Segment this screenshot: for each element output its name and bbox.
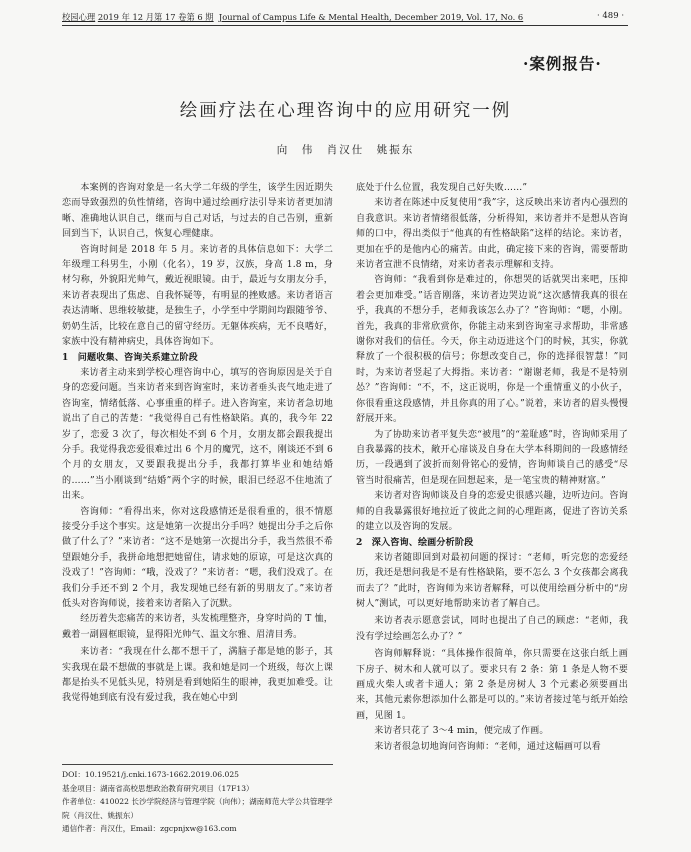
right-column — [356, 181, 628, 755]
section-heading: 2 深入咨询、绘画分析阶段 — [356, 537, 474, 549]
header-rule — [62, 25, 628, 26]
body-paragraph: 来访者主动来到学校心理咨询中心，填写的咨询原因是关于自身的恋爱问题。当来访者来到咨询室时，来访者垂头丧气地走进了咨询室，情绪低落、心事重重的样子。进入咨询室，来访者急切地说出了自己的苦楚：“我觉得自己有性格缺陷。真的，我今年 22 岁了，恋爱 3 次了，每次相处不到 6 个月，女朋友都会跟我提出分手。我觉得我恋爱很难过出 6 个月的魔咒，这不，刚谈还不到 6 个月的女朋友，又要跟我提出分手，我都打算毕业和她结婚的……”当小刚谈到“结婚”两个字的时候，眼泪已经忍不住地流了出来。 — [62, 367, 333, 502]
body-paragraph: 咨询师：“我看到你是难过的，你想哭的话就哭出来吧，压抑着会更加难受。”话音刚落，来访者边哭边说“这次感情我真的很在乎，我真的不想分手，老师我该怎么办了？”咨询师：“嗯，小刚。首先，我真的非常欣赏你，你能主动来到咨询室寻求帮助，非常感谢你对我们的信任。今天，你主动迈进这个门的时候，其实，你就释放了一个很积极的信号；你想改变自己，你的选择很智慧！”同时，为来访者竖起了大拇指。来访者：“谢谢老师，我是不是特别怂？”咨询师：“不，不，这正说明，你是一个重情重义的小伙子，你很看重这段感情，并且你真的用了心。”说着，来访者的眉头慢慢舒展开来。 — [356, 275, 628, 425]
body-paragraph: 经历着失恋痛苦的来访者，头发梳理整齐，身穿时尚的 T 恤，戴着一副圆框眼镜，显得阳光帅气、温文尔雅、眉清目秀。 — [62, 614, 333, 640]
body-paragraph-continued: 底处于什么位置，我发现自己好失败……” — [356, 183, 528, 193]
body-paragraph: 咨询师：“看得出来，你对这段感情还是很看重的，很不情愿接受分手这个事实。这是她第一次提出分手吗？她提出分手之后你做了什么了？”来访者：“这不是她第一次提出分手，我当然很不希望跟她分手，我拼命地想把她留住，请求她的原谅，可是这次真的没戏了！”咨询师：“哦，没戏了？”来访者：“嗯，我们没戏了。在我们分手还不到 2 个月，我发现她已经有新的男朋友了。”来访者低头对咨询师说，接着来访者陷入了沉默。 — [62, 506, 333, 609]
footnote-doi: DOI：10.19521/j.cnki.1673-1662.2019.06.025 — [62, 770, 239, 779]
section-label: ·案例报告· — [523, 54, 602, 73]
footnote — [62, 764, 333, 836]
footnote-fund: 基金项目：湖南省高校思想政治教育研究项目（17F13） — [62, 783, 254, 793]
body-paragraph: 为了协助来访者平复失恋“被甩”的“羞耻感”时，咨询师采用了自我暴露的技术，敞开心扉谈及自身在大学本科期间的一段感情经历，一段遇到了波折而刻骨铭心的爱情，咨询师谈自己的感受“尽管当时很痛苦，但是现在回想起来，是一笔宝贵的精神财富。” — [356, 429, 628, 486]
body-paragraph: 来访者表示愿意尝试，同时也提出了自己的顾虑：“老师，我没有学过绘画怎么办了？” — [356, 616, 628, 642]
article-authors: 向 伟 肖汉仕 姚振东 — [276, 144, 415, 156]
journal-name-cn: 校园心理 — [62, 12, 96, 22]
body-paragraph: 来访者：“我现在什么都不想干了，满脑子都是她的影子，其实我现在最不想做的事就是上课。我和她是同一个班级，每次上课都是抬头不见低头见，特别是看到她陌生的眼神，我更加难受。让我觉得她到底有没有爱过我，我在她心中到 — [62, 647, 333, 704]
section-heading: 1 问题收集、咨询关系建立阶段 — [62, 352, 198, 364]
footnote-correspondence: 通信作者：肖汉仕，Email：zgcpnjxw@163.com — [62, 824, 237, 833]
body-paragraph: 来访者随即回到对最初问题的探讨：“老师，听完您的恋爱经历，我还是想问我是不是有性格缺陷，要不怎么 3 个女孩都会离我而去了？”此时，咨询师为来访者解释，可以使用绘画分析中的“房树人”测试，可以更好地帮助来访者了解自己。 — [356, 552, 628, 609]
body-paragraph: 来访者在陈述中反复使用“我”字，这反映出来访者内心强烈的自我意识。来访者情绪很低落，分析得知，来访者并不是想从咨询师的口中，得出类似于“他真的有性格缺陷”这样的结论。来访者，更加在乎的是他内心的痛苦。由此，确定接下来的咨询，需要帮助来访者宣泄不良情绪，对来访者表示理解和支持。 — [356, 198, 628, 271]
page-number: · 489 · — [597, 11, 625, 21]
body-paragraph: 咨询师解释说：“具体操作很简单，你只需要在这张白纸上画下房子、树木和人就可以了。要求只有 2 条：第 1 条是人物不要画成火柴人或者卡通人；第 2 条是房树人 3 个元素必须要画出来，其他元素你想添加什么都是可以的。”来访者接过笔与纸开始绘画，见图 1。 — [356, 649, 628, 721]
footnote-affiliation: 作者单位：410022 长沙学院经济与管理学院（向伟）；湖南师范大学公共管理学院（肖汉仕、姚振东） — [62, 797, 333, 820]
body-paragraph: 咨询时间是 2018 年 5 月。来访者的具体信息如下：大学二年级理工科男生，小刚（化名），19 岁，汉族，身高 1.8 m，身材匀称，外貌阳光帅气，戴近视眼镜。由于，最近与女朋友分手，来访者表现出了焦虑、自我怀疑等，有明显的挫败感。来访者语言表达清晰、思维较敏捷，是独生子，小学至中学期间均跟随爷爷、奶奶生活，比较在意自己的留守经历。无躯体疾病，无不良嗜好，家族中没有精神病史，具体咨询如下。 — [62, 244, 333, 348]
journal-name-en: Journal of Campus Life & Mental Health, December 2019, Vol. 17, No. 6 — [218, 12, 524, 22]
body-paragraph: 来访者很急切地询问咨询师：“老师，通过这幅画可以看 — [374, 741, 601, 752]
article-title: 绘画疗法在心理咨询中的应用研究一例 — [179, 101, 512, 121]
body-paragraph: 来访者只花了 3～4 min，便完成了作画。 — [374, 726, 549, 737]
body-paragraph: 来访者对咨询师谈及自身的恋爱史很感兴趣，边听边问。咨询师的自我暴露很好地拉近了彼此之间的心理距离，促进了咨访关系的建立以及咨询的发展。 — [356, 491, 628, 532]
left-column — [62, 181, 333, 707]
body-paragraph: 本案例的咨询对象是一名大学二年级的学生，该学生因近期失恋而导致强烈的负性情绪，咨询中通过绘画疗法引导来访者更加清晰、准确地认识自己，继而与自己对话，与过去的自己告别，重新回到当下，认识自己，恢复心理健康。 — [62, 183, 333, 240]
running-head — [62, 11, 523, 23]
issue-info-cn: 2019 年 12 月第 17 卷第 6 期 — [97, 12, 214, 22]
